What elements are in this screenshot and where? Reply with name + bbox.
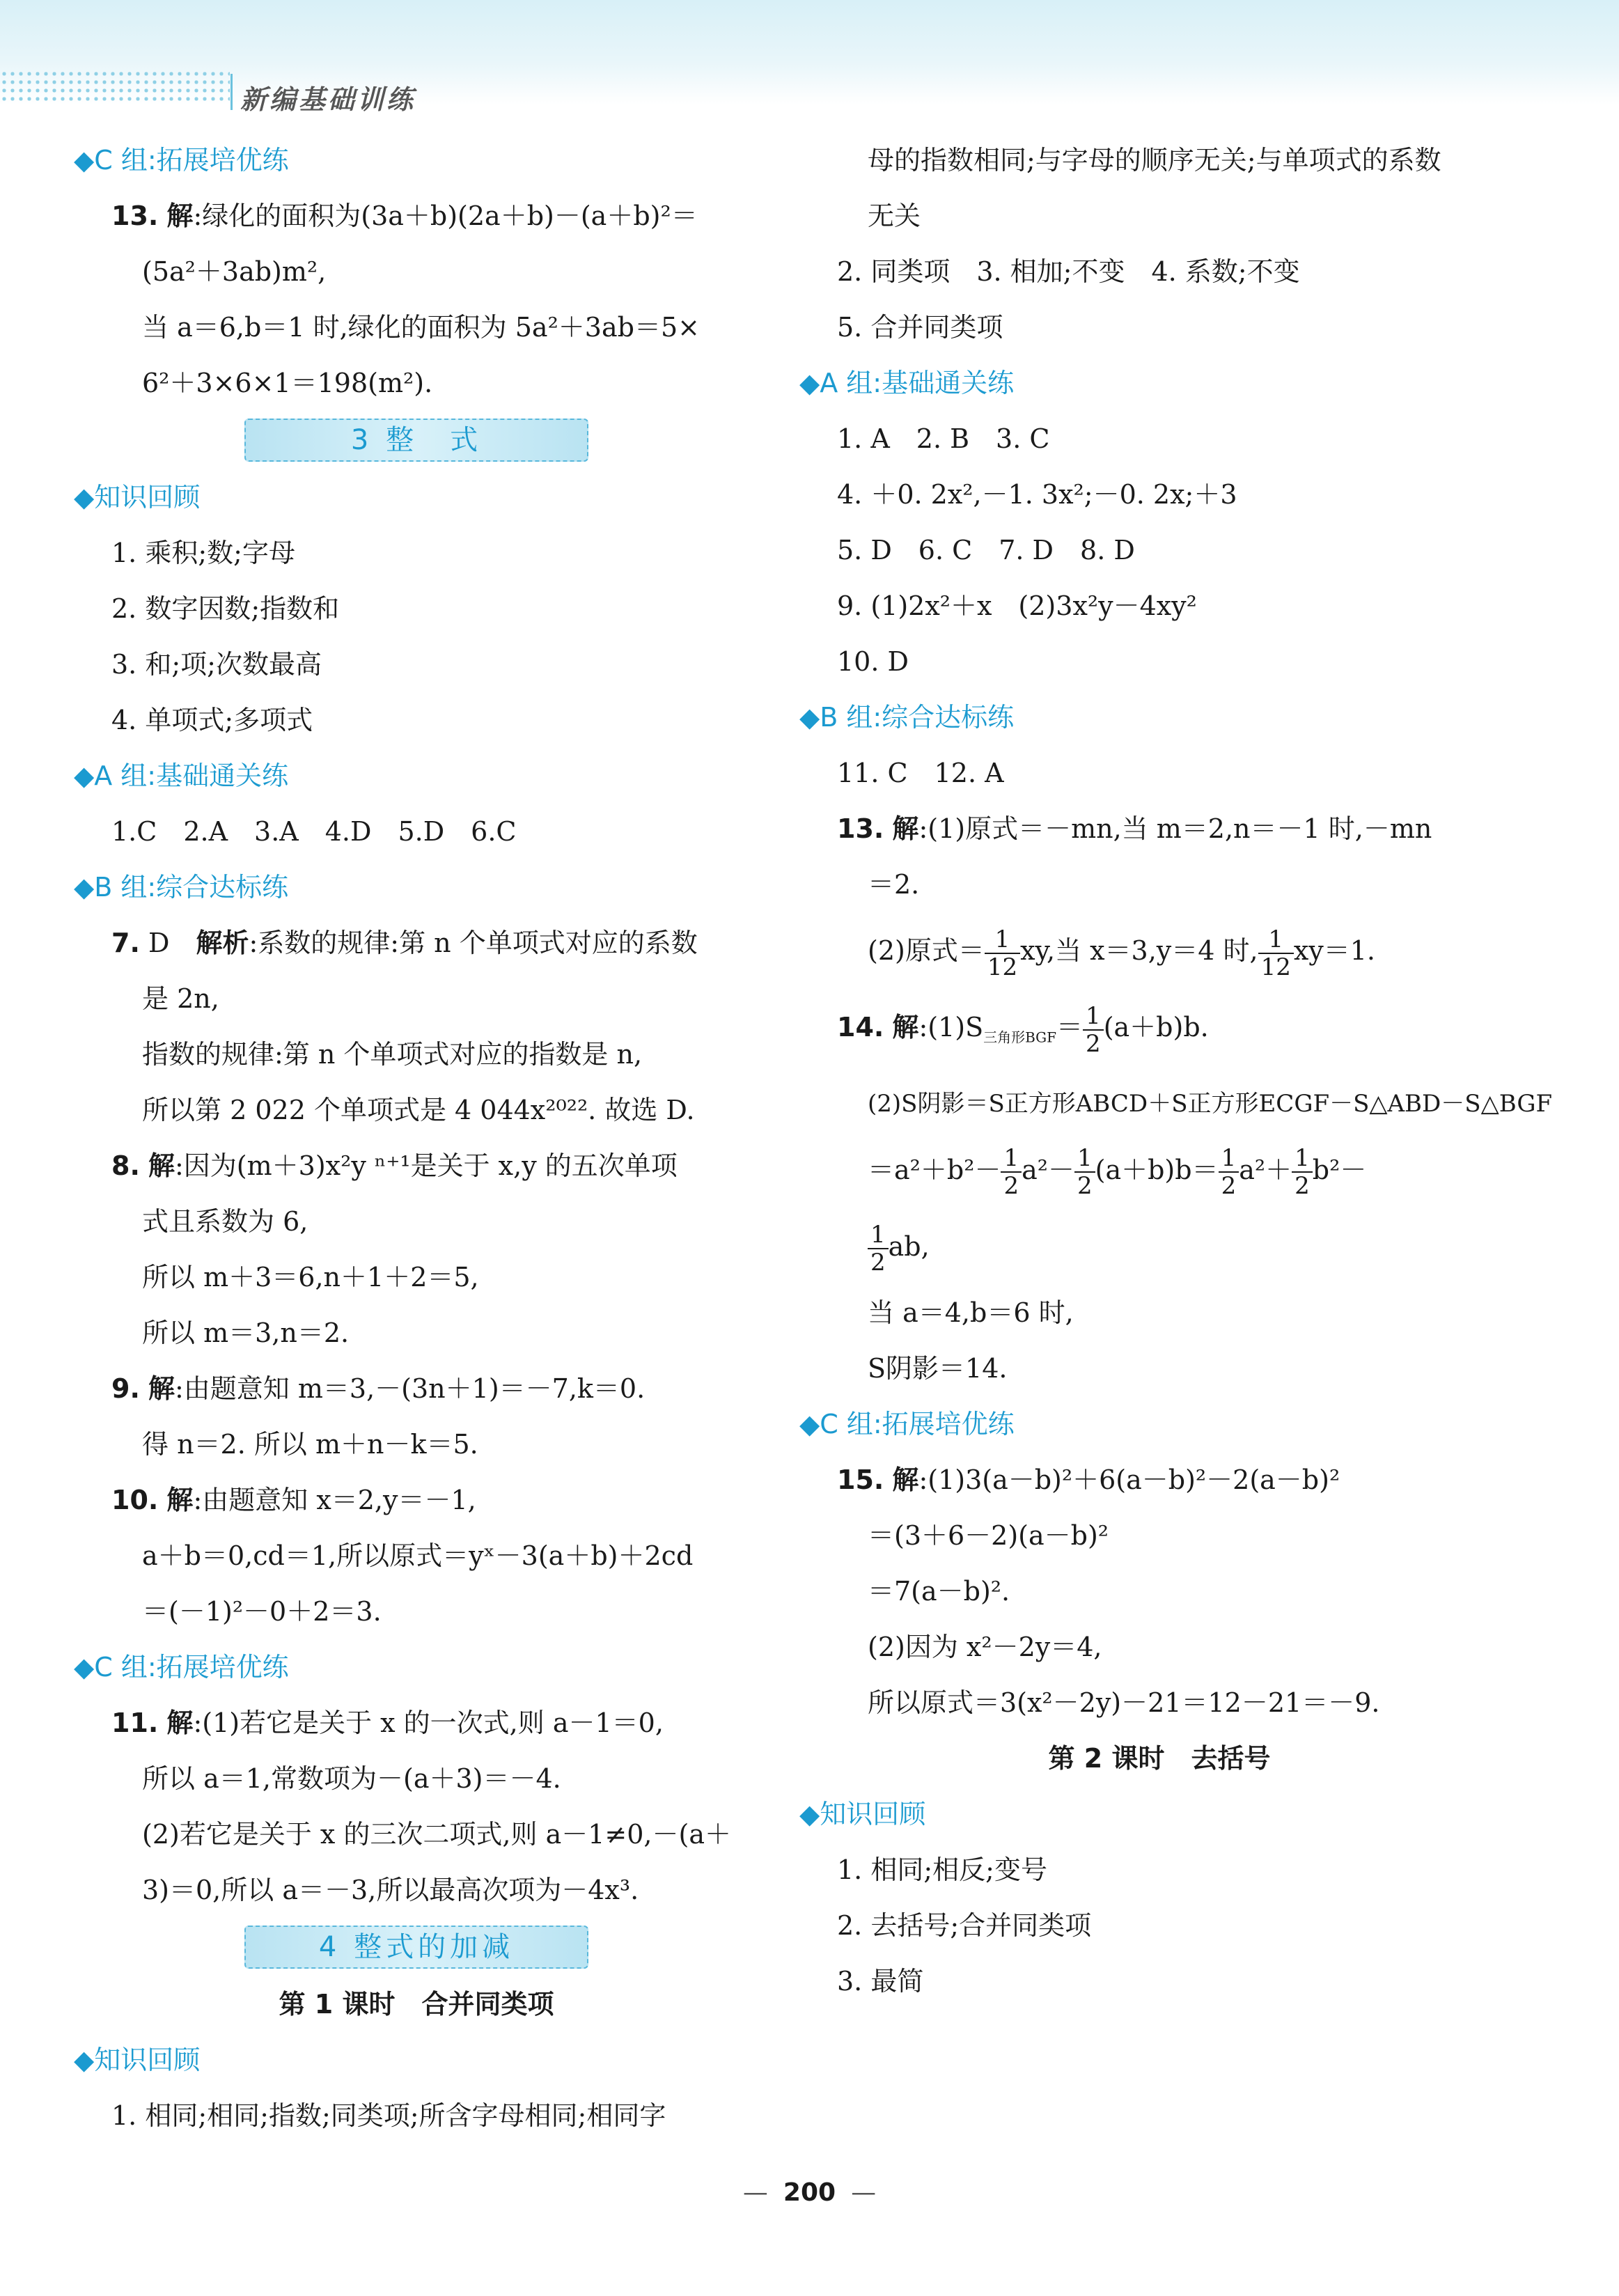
fraction: $\frac{1}{2}$ [1001,1145,1022,1199]
answer-14: 14. 解$:(1)S_{三角形BGF}=$ $\frac{1}{2}$ (a＋b)b. [837,1001,1209,1058]
left-column [74,132,751,2143]
section-title: 4 整式的加减 [244,1926,588,1969]
answer-11-line4: 3)＝0,所以 a＝－3,所以最高次项为－4x³. [142,1875,639,1905]
section-heading-c-group: ◆C 组:拓展培优练 [74,145,289,175]
answer-14-line2: (2)S阴影＝S正方形ABCD＋S正方形ECGF－S△ABD－S△BGF [868,1089,1553,1118]
answer-13-line4: 6²＋3×6×1＝198(m²). [142,368,433,398]
answer-10: 10. 解:由题意知 x＝2,y＝－1, [111,1485,476,1515]
answer-13-line3: (2)原式＝ $\frac{1}{12}$ xy,当 x＝3,y＝4 时, $\frac{1}{12}$ xy＝1. [868,925,1376,981]
answer-8-line4: 所以 m＝3,n＝2. [142,1318,350,1348]
fraction: $\frac{1}{2}$ [1219,1145,1239,1199]
answers-11-12: 11. C 12. A [837,758,1004,788]
answers-5-8: 5. D 6. C 7. D 8. D [837,535,1135,565]
answer-13-line2: ＝2. [868,869,920,900]
fraction: $\frac{1}{2}$ [1292,1145,1313,1199]
section-heading-b-group: ◆B 组:综合达标练 [74,872,289,903]
answer-14-line4: $\frac{1}{2}$ ab, [808,1208,1511,1285]
answer-9-line2: 得 n＝2. 所以 m＋n－k＝5. [142,1429,478,1460]
answer-13: 13. 解:绿化的面积为(3a＋b)(2a＋b)－(a＋b)²＝ [111,201,698,231]
section-heading-review-2: ◆知识回顾 [74,2045,201,2075]
section-heading-review: ◆知识回顾 [74,482,201,513]
page-number: 200 [783,2178,836,2207]
page-header-band [0,0,1619,115]
section-banner-3 [82,411,751,469]
section-heading-review: ◆知识回顾 [799,1798,926,1829]
answers-1-3: 1. A 2. B 3. C [837,423,1050,454]
review2-items-2-4: 2. 同类项 3. 相加;不变 4. 系数;不变 [837,256,1300,287]
answer-8: 8. 解:因为(m＋3)x²y ⁿ⁺¹是关于 x,y 的五次单项 [111,1150,678,1181]
answer-13: 13. 解:(1)原式＝－mn,当 m＝2,n＝－1 时,－mn [837,813,1432,844]
answer-7-line4: 所以第 2 022 个单项式是 4 044x²⁰²². 故选 D. [142,1095,695,1125]
answer-9: 9. 解:由题意知 m＝3,－(3n＋1)＝－7,k＝0. [111,1373,646,1404]
answer-15: 15. 解:(1)3(a－b)²＋6(a－b)²－2(a－b)² [837,1464,1340,1495]
answer-15-line4: (2)因为 x²－2y＝4, [868,1631,1102,1662]
lesson-title-1: 第 1 课时 合并同类项 [279,1989,554,2020]
answer-14-line5: 当 a＝4,b＝6 时, [868,1297,1074,1328]
answer-10-line3: ＝(－1)²－0＋2＝3. [142,1596,382,1627]
section-banner-4 [82,1918,751,1976]
review2-item-1-cont: 母的指数相同;与字母的顺序无关;与单项式的系数 [868,145,1441,175]
review-item-1: 1. 乘积;数;字母 [111,538,295,568]
review2-item-5: 5. 合并同类项 [837,312,1003,343]
book-title: 新编基础训练 [240,78,416,116]
answer-14-line3: ＝a²＋b²－ $\frac{1}{2}$ a²－ $\frac{1}{2}$ (a＋b)b＝ $\frac{1}{2}$ a²＋ $\frac{1}{2}$ b²－ [868,1144,1367,1201]
answer-7-line3: 指数的规律:第 n 个单项式对应的指数是 n, [142,1039,643,1070]
answer-13-line2: (5a²＋3ab)m², [142,256,327,287]
review2-item-1: 1. 相同;相同;指数;同类项;所含字母相同;相同字 [111,2100,666,2131]
answer-15-line3: ＝7(a－b)². [868,1575,1010,1607]
section-heading-a-group: ◆A 组:基础通关练 [74,760,289,791]
answer-8-line3: 所以 m＋3＝6,n＋1＋2＝5, [142,1262,479,1293]
answer-15-line2: ＝(3＋6－2)(a－b)² [868,1520,1109,1551]
answers-a-group: 1.C 2.A 3.A 4.D 5.D 6.C [111,816,517,847]
section-heading-b-group: ◆B 组:综合达标练 [799,702,1015,733]
fraction: $\frac{1}{2}$ [868,1221,889,1276]
review-item-2: 2. 去括号;合并同类项 [837,1910,1092,1941]
answer-13-line3: 当 a＝6,b＝1 时,绿化的面积为 5a²＋3ab＝5× [142,312,700,343]
right-column [799,132,1553,2009]
lesson-title-2: 第 2 课时 去括号 [1048,1742,1271,1774]
answer-4: 4. ＋0. 2x²,－1. 3x²;－0. 2x;＋3 [837,479,1237,510]
review-item-4: 4. 单项式;多项式 [111,705,313,735]
footer-dash-left: — [742,2178,768,2207]
answer-15-line5: 所以原式＝3(x²－2y)－21＝12－21＝－9. [868,1687,1380,1718]
fraction: $\frac{1}{12}$ [1258,926,1294,981]
answer-10: 10. D [837,646,909,677]
review-item-2: 2. 数字因数;指数和 [111,593,340,624]
page-footer [0,2178,1619,2207]
review-item-1: 1. 相同;相反;变号 [837,1854,1047,1885]
fraction: $\frac{1}{2}$ [1083,1003,1104,1057]
answer-8-line2: 式且系数为 6, [142,1206,308,1237]
review-item-3: 3. 最简 [837,1965,924,1997]
section-heading-c-group-2: ◆C 组:拓展培优练 [74,1652,289,1682]
answer-10-line2: a＋b＝0,cd＝1,所以原式＝yˣ－3(a＋b)＋2cd [142,1540,694,1571]
fraction: $\frac{1}{2}$ [1074,1145,1095,1199]
section-heading-c-group: ◆C 组:拓展培优练 [799,1408,1015,1439]
answer-7: 7. D 解析:系数的规律:第 n 个单项式对应的系数 [111,928,698,958]
answer-14-line6: S阴影＝14. [868,1352,1008,1384]
answer-11-line2: 所以 a＝1,常数项为－(a＋3)＝－4. [142,1763,561,1794]
section-heading-a-group: ◆A 组:基础通关练 [799,368,1015,398]
review-item-3: 3. 和;项;次数最高 [111,649,322,680]
fraction: $\frac{1}{12}$ [985,926,1020,981]
answer-11-line3: (2)若它是关于 x 的三次二项式,则 a－1≠0,－(a＋ [142,1819,731,1850]
review2-item-1-cont2: 无关 [868,201,921,231]
footer-dash-right: — [851,2178,877,2207]
answer-7-line2: 是 2n, [142,983,219,1014]
section-title: 3 整 式 [244,419,588,462]
answer-9: 9. (1)2x²＋x (2)3x²y－4xy² [837,591,1197,621]
answer-11: 11. 解:(1)若它是关于 x 的一次式,则 a－1＝0, [111,1708,664,1738]
header-dot-pattern [0,70,230,102]
